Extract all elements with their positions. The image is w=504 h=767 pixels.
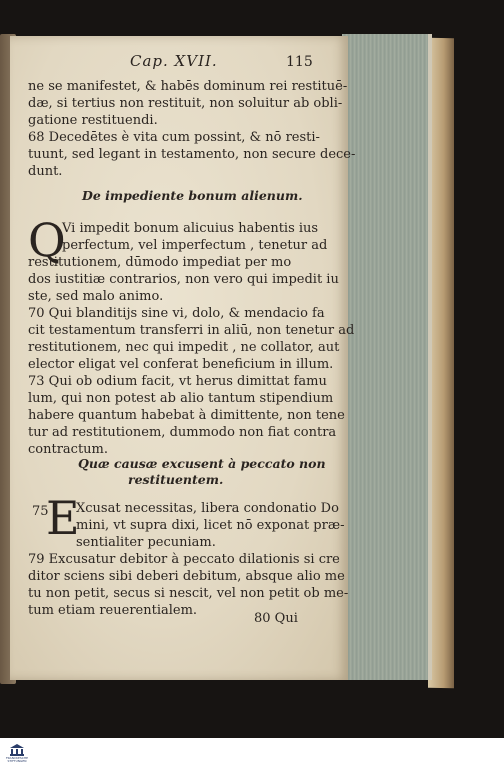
- viewer-footer-bar: [0, 738, 504, 767]
- text-line: gatione restituendi.: [28, 113, 158, 128]
- text-line: dæ, si tertius non restituit, non soluitur ab obli-: [28, 96, 343, 111]
- text-line: 73 Qui ob odium facit, vt herus dimittat famu: [28, 374, 327, 389]
- logo-text-line: STIFTUNGEN: [7, 758, 27, 763]
- drop-cap-initial: E: [46, 491, 80, 545]
- section-heading: De impediente bonum alienum.: [82, 188, 303, 203]
- page-block-edges: [342, 34, 432, 680]
- text-line: tu non petit, secus si nescit, vel non petit ob me-: [28, 586, 349, 601]
- text-line: 68 Decedētes è vita cum possint, & nō resti-: [28, 130, 320, 145]
- text-line: ste, sed malo animo.: [28, 289, 164, 304]
- text-line: ditor sciens sibi deberi debitum, absque alio me: [28, 569, 345, 584]
- text-line: dos iustitiæ contrarios, non vero qui impedit iu: [28, 272, 339, 287]
- text-line: 70 Qui blanditijs sine vi, dolo, & mendacio fa: [28, 306, 325, 321]
- text-line: habere quantum habebat à dimittente, non tene: [28, 408, 345, 423]
- text-line: sentialiter pecuniam.: [76, 535, 216, 550]
- text-line: contractum.: [28, 442, 109, 457]
- running-head: Cap. XVII.: [130, 52, 218, 70]
- text-line: ne se manifestet, & habēs dominum rei restituē-: [28, 79, 348, 94]
- margin-number: 75: [32, 504, 49, 519]
- text-line: Xcusat necessitas, libera condonatio Do: [76, 501, 339, 516]
- text-line: perfectum, vel imperfectum , tenetur ad: [62, 238, 328, 253]
- logo-text-line: FRANCKESCHE: [5, 755, 29, 760]
- text-line: cit testamentum transferri in aliū, non tenetur ad: [28, 323, 355, 338]
- text-line: tuunt, sed legant in testamento, non secure dece-: [28, 147, 356, 162]
- text-line: restitutionem, nec qui impedit , ne collator, aut: [28, 340, 340, 355]
- text-line: tur ad restitutionem, dummodo non fiat contra: [28, 425, 337, 440]
- text-line: restitutionem, dūmodo impediat per mo: [28, 255, 292, 270]
- text-line: 79 Excusatur debitor à peccato dilationis si cre: [28, 552, 340, 567]
- section-heading: Quæ causæ excusent à peccato non: [78, 456, 326, 471]
- library-building-icon: [9, 743, 25, 757]
- text-line: lum, qui non potest ab alio tantum stipendium: [28, 391, 334, 406]
- text-line: Vi impedit bonum alicuius habentis ius: [62, 221, 319, 236]
- text-line: elector eligat vel conferat beneficium in illum.: [28, 357, 334, 372]
- page-number: 115: [286, 54, 313, 70]
- catchword: 80 Qui: [254, 611, 298, 626]
- text-line: tum etiam reuerentialem.: [28, 603, 198, 618]
- book-page: [10, 36, 356, 680]
- section-heading: restituentem.: [128, 472, 224, 487]
- drop-cap-initial: Q: [28, 213, 66, 267]
- institution-logo: [2, 740, 32, 765]
- text-line: dunt.: [28, 164, 63, 179]
- text-line: mini, vt supra dixi, licet nō exponat præ-: [76, 518, 345, 533]
